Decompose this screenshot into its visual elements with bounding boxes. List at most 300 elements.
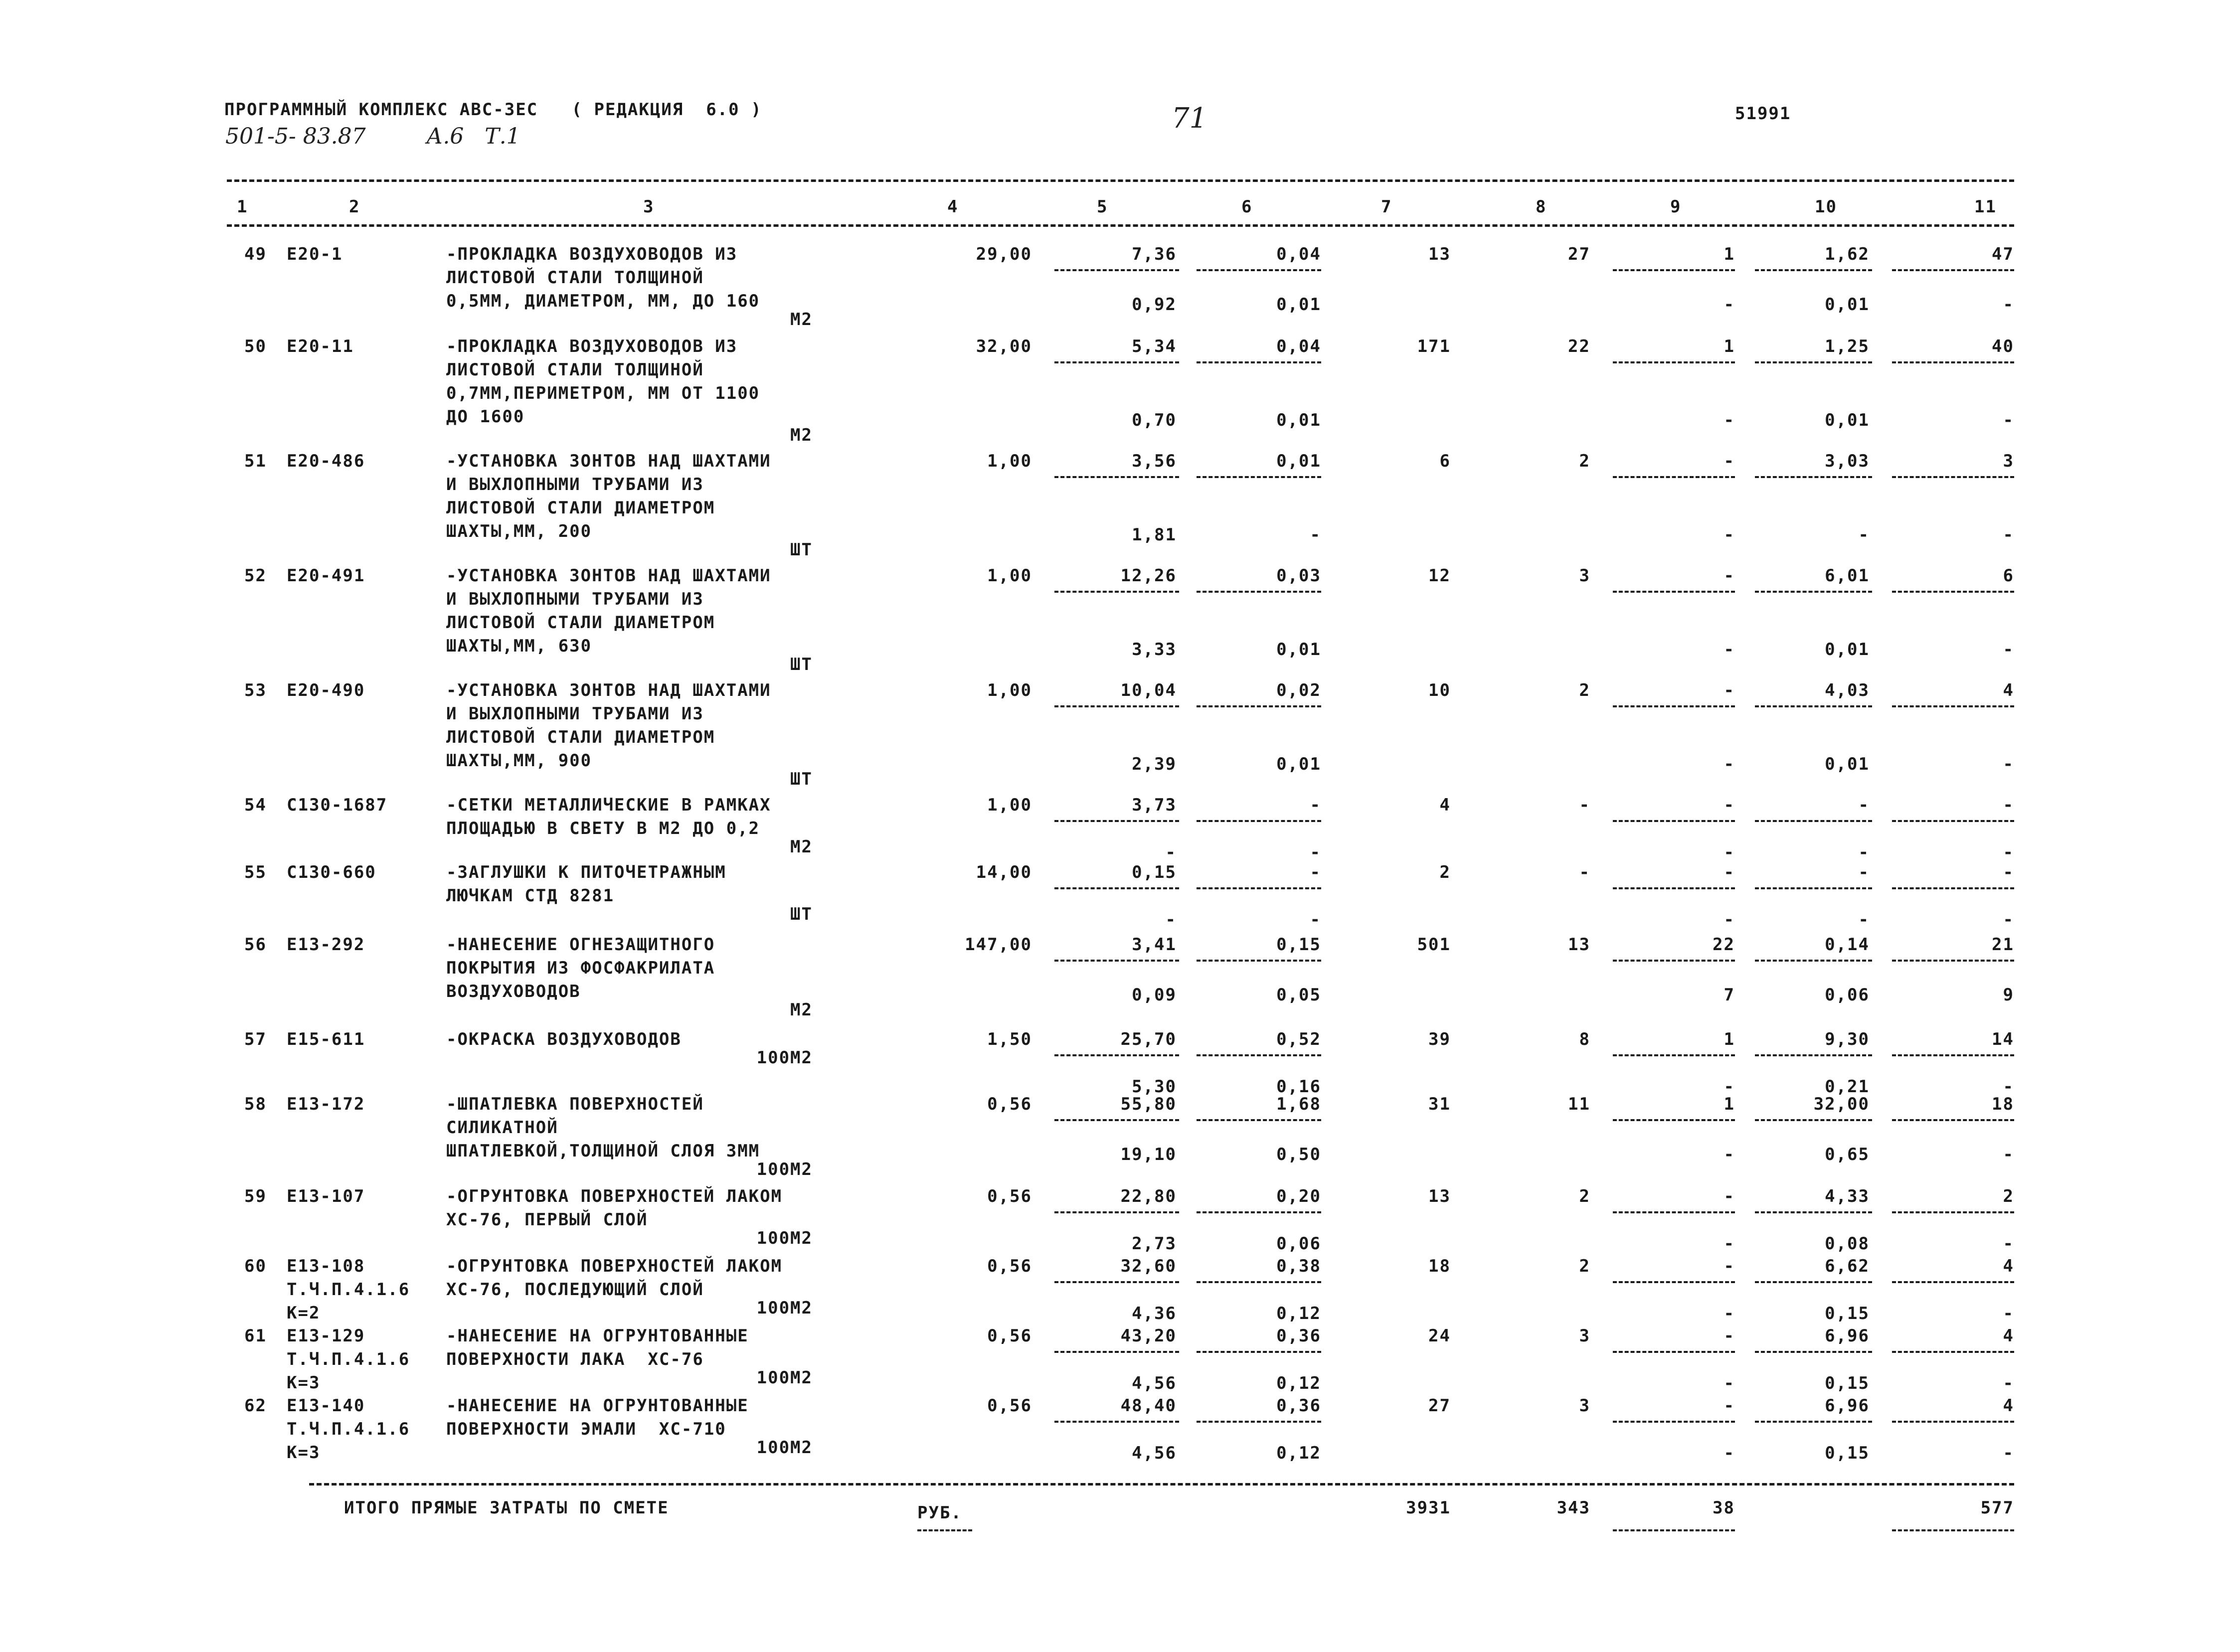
row-unit-cost-wages: 1,81 bbox=[1132, 525, 1177, 545]
row-col10-divider bbox=[1755, 887, 1872, 889]
column-header-4: 4 bbox=[947, 197, 959, 217]
row-total-cost: 13 bbox=[1428, 1186, 1451, 1206]
total-col7: 3931 bbox=[1406, 1498, 1451, 1518]
row-unit-cost-divider bbox=[1054, 1351, 1179, 1353]
row-col9-sub-value: 7 bbox=[1723, 985, 1735, 1005]
row-unit-cost-divider bbox=[1054, 820, 1179, 822]
row-col6-value: 0,04 bbox=[1276, 336, 1321, 356]
row-col8-value: 3 bbox=[1579, 1326, 1590, 1346]
row-description-line: -УСТАНОВКА ЗОНТОВ НАД ШАХТАМИ bbox=[446, 566, 771, 586]
row-total-cost: 27 bbox=[1428, 1396, 1451, 1416]
row-code-line: Т.Ч.П.4.1.6 bbox=[287, 1419, 410, 1439]
row-description-line: И ВЫХЛОПНЫМИ ТРУБАМИ ИЗ bbox=[446, 589, 704, 609]
row-code-line: Е13-129 bbox=[287, 1326, 365, 1346]
row-col10-divider bbox=[1755, 591, 1872, 593]
row-number: 55 bbox=[244, 862, 267, 882]
row-col9-value: - bbox=[1723, 862, 1735, 882]
row-col9-sub-value: - bbox=[1723, 1443, 1735, 1463]
total-col9: 38 bbox=[1713, 1498, 1735, 1518]
row-quantity: 0,56 bbox=[987, 1396, 1032, 1416]
row-col11-divider bbox=[1892, 1351, 2014, 1353]
row-col6-value: 0,01 bbox=[1276, 451, 1321, 471]
row-col6-divider bbox=[1197, 960, 1321, 962]
row-col11-sub-value: - bbox=[2003, 1304, 2014, 1323]
row-col10-divider bbox=[1755, 1421, 1872, 1423]
row-unit-cost-wages: 19,10 bbox=[1120, 1145, 1177, 1164]
row-col9-sub-value: - bbox=[1723, 640, 1735, 660]
row-col6-sub-value: - bbox=[1310, 910, 1321, 930]
row-col10-value: 6,01 bbox=[1825, 566, 1870, 586]
row-col11-sub-value: - bbox=[2003, 1077, 2014, 1097]
row-description-line: И ВЫХЛОПНЫМИ ТРУБАМИ ИЗ bbox=[446, 704, 704, 724]
row-col10-sub-value: 0,01 bbox=[1825, 295, 1870, 315]
row-col6-value: 0,03 bbox=[1276, 566, 1321, 586]
row-total-cost: 501 bbox=[1417, 935, 1451, 955]
row-col9-sub-value: - bbox=[1723, 842, 1735, 862]
row-unit-cost-wages: 3,33 bbox=[1132, 640, 1177, 660]
row-description-line: ЛИСТОВОЙ СТАЛИ ДИАМЕТРОМ bbox=[446, 727, 715, 747]
row-col9-divider bbox=[1613, 269, 1735, 271]
row-col10-sub-value: - bbox=[1858, 842, 1870, 862]
row-col6-value: 0,52 bbox=[1276, 1029, 1321, 1049]
row-col6-sub-value: 0,12 bbox=[1276, 1304, 1321, 1323]
row-code-line: Т.Ч.П.4.1.6 bbox=[287, 1349, 410, 1369]
column-header-2: 2 bbox=[349, 197, 360, 217]
row-description-line: ВОЗДУХОВОДОВ bbox=[446, 982, 581, 1001]
row-unit-cost-wages: 0,09 bbox=[1132, 985, 1177, 1005]
row-unit-cost: 3,56 bbox=[1132, 451, 1177, 471]
row-quantity: 147,00 bbox=[965, 935, 1032, 955]
row-col11-divider bbox=[1892, 960, 2014, 962]
row-col10-sub-value: 0,65 bbox=[1825, 1145, 1870, 1164]
row-unit: М2 bbox=[790, 310, 813, 330]
row-code-line: Е13-108 bbox=[287, 1256, 365, 1276]
column-header-3: 3 bbox=[643, 197, 655, 217]
row-col6-value: 0,36 bbox=[1276, 1396, 1321, 1416]
row-code-line: Е20-11 bbox=[287, 336, 354, 356]
row-col10-value: 6,62 bbox=[1825, 1256, 1870, 1276]
row-unit-cost: 43,20 bbox=[1120, 1326, 1177, 1346]
row-col11-value: 40 bbox=[1992, 336, 2014, 356]
row-number: 59 bbox=[244, 1186, 267, 1206]
row-unit-cost: 32,60 bbox=[1120, 1256, 1177, 1276]
row-number: 57 bbox=[244, 1029, 267, 1049]
row-col11-sub-value: - bbox=[2003, 842, 2014, 862]
row-number: 52 bbox=[244, 566, 267, 586]
row-description-line: ПОКРЫТИЯ ИЗ ФОСФАКРИЛАТА bbox=[446, 958, 715, 978]
row-unit-cost-wages: 2,39 bbox=[1132, 754, 1177, 774]
row-col11-divider bbox=[1892, 1421, 2014, 1423]
row-col9-value: 1 bbox=[1723, 244, 1735, 264]
total-col8: 343 bbox=[1556, 1498, 1590, 1518]
row-col11-sub-value: - bbox=[2003, 295, 2014, 315]
row-unit: 100М2 bbox=[756, 1438, 813, 1458]
row-col11-value: 14 bbox=[1992, 1029, 2014, 1049]
row-col8-value: 2 bbox=[1579, 1186, 1590, 1206]
row-description-line: ПОВЕРХНОСТИ ЭМАЛИ ХС-710 bbox=[446, 1419, 726, 1439]
row-col9-value: - bbox=[1723, 680, 1735, 700]
row-col6-value: 0,15 bbox=[1276, 935, 1321, 955]
row-col9-value: 1 bbox=[1723, 1094, 1735, 1114]
row-unit: 100М2 bbox=[756, 1368, 813, 1388]
row-col6-sub-value: - bbox=[1310, 525, 1321, 545]
row-col6-divider bbox=[1197, 887, 1321, 889]
row-number: 62 bbox=[244, 1396, 267, 1416]
row-col11-sub-value: - bbox=[2003, 1145, 2014, 1164]
row-unit: ШТ bbox=[790, 540, 813, 560]
row-col10-sub-value: 0,01 bbox=[1825, 640, 1870, 660]
row-unit: 100М2 bbox=[756, 1048, 813, 1068]
row-quantity: 1,00 bbox=[987, 795, 1032, 815]
row-quantity: 29,00 bbox=[976, 244, 1032, 264]
row-col9-value: - bbox=[1723, 795, 1735, 815]
row-unit-cost-wages: 0,70 bbox=[1132, 410, 1177, 430]
row-col11-sub-value: 9 bbox=[2003, 985, 2014, 1005]
row-col6-value: 0,38 bbox=[1276, 1256, 1321, 1276]
row-col9-sub-value: - bbox=[1723, 1145, 1735, 1164]
row-col10-divider bbox=[1755, 1281, 1872, 1283]
row-col8-value: 8 bbox=[1579, 1029, 1590, 1049]
row-col11-divider bbox=[1892, 887, 2014, 889]
row-col11-sub-value: - bbox=[2003, 1234, 2014, 1254]
header-bottom-rule bbox=[227, 224, 2014, 227]
column-header-5: 5 bbox=[1097, 197, 1108, 217]
row-number: 53 bbox=[244, 680, 267, 700]
row-quantity: 1,50 bbox=[987, 1029, 1032, 1049]
row-col6-divider bbox=[1197, 1421, 1321, 1423]
row-col10-divider bbox=[1755, 960, 1872, 962]
row-quantity: 1,00 bbox=[987, 451, 1032, 471]
row-col10-sub-value: 0,21 bbox=[1825, 1077, 1870, 1097]
row-col10-sub-value: - bbox=[1858, 525, 1870, 545]
row-col9-divider bbox=[1613, 591, 1735, 593]
row-col9-value: 1 bbox=[1723, 1029, 1735, 1049]
row-unit-cost: 22,80 bbox=[1120, 1186, 1177, 1206]
row-col11-value: 4 bbox=[2003, 1396, 2014, 1416]
row-total-cost: 31 bbox=[1428, 1094, 1451, 1114]
row-col10-value: 6,96 bbox=[1825, 1326, 1870, 1346]
row-col10-divider bbox=[1755, 361, 1872, 363]
row-code-line: К=2 bbox=[287, 1303, 321, 1323]
row-unit-cost: 3,41 bbox=[1132, 935, 1177, 955]
row-col6-sub-value: 0,12 bbox=[1276, 1443, 1321, 1463]
row-col6-sub-value: 0,50 bbox=[1276, 1145, 1321, 1164]
row-col11-divider bbox=[1892, 1054, 2014, 1056]
column-header-1: 1 bbox=[237, 197, 248, 217]
row-code-line: Е20-1 bbox=[287, 244, 343, 264]
row-col10-value: 4,03 bbox=[1825, 680, 1870, 700]
row-col11-divider bbox=[1892, 1211, 2014, 1213]
row-col10-divider bbox=[1755, 820, 1872, 822]
row-col11-sub-value: - bbox=[2003, 410, 2014, 430]
row-col10-value: 1,25 bbox=[1825, 336, 1870, 356]
row-col6-divider bbox=[1197, 476, 1321, 478]
row-col6-divider bbox=[1197, 1211, 1321, 1213]
row-col9-value: - bbox=[1723, 1186, 1735, 1206]
row-description-line: -ПРОКЛАДКА ВОЗДУХОВОДОВ ИЗ bbox=[446, 244, 738, 264]
row-col10-sub-value: 0,15 bbox=[1825, 1373, 1870, 1393]
row-col10-sub-value: 0,15 bbox=[1825, 1304, 1870, 1323]
row-unit: 100М2 bbox=[756, 1298, 813, 1318]
row-col6-divider bbox=[1197, 705, 1321, 707]
row-quantity: 0,56 bbox=[987, 1256, 1032, 1276]
row-col8-value: 2 bbox=[1579, 1256, 1590, 1276]
row-unit-cost: 3,73 bbox=[1132, 795, 1177, 815]
row-code-line: Т.Ч.П.4.1.6 bbox=[287, 1280, 410, 1300]
row-unit-cost: 5,34 bbox=[1132, 336, 1177, 356]
row-unit-cost-wages: 0,92 bbox=[1132, 295, 1177, 315]
total-unit: РУБ. bbox=[917, 1503, 962, 1523]
column-header-8: 8 bbox=[1536, 197, 1547, 217]
row-total-cost: 24 bbox=[1428, 1326, 1451, 1346]
row-col9-value: - bbox=[1723, 1256, 1735, 1276]
row-col10-value: 6,96 bbox=[1825, 1396, 1870, 1416]
row-code-line: Е15-611 bbox=[287, 1029, 365, 1049]
row-col10-sub-value: 0,15 bbox=[1825, 1443, 1870, 1463]
row-unit-cost-divider bbox=[1054, 269, 1179, 271]
row-unit-cost-wages: 5,30 bbox=[1132, 1077, 1177, 1097]
row-col10-divider bbox=[1755, 476, 1872, 478]
row-number: 54 bbox=[244, 795, 267, 815]
handwritten-reference: 501-5- 83.87 bbox=[225, 124, 366, 149]
row-col6-divider bbox=[1197, 1281, 1321, 1283]
row-col11-value: 21 bbox=[1992, 935, 2014, 955]
row-col9-divider bbox=[1613, 1211, 1735, 1213]
row-col6-sub-value: - bbox=[1310, 842, 1321, 862]
row-col6-divider bbox=[1197, 591, 1321, 593]
row-description-line: ХС-76, ПЕРВЫЙ СЛОЙ bbox=[446, 1210, 648, 1230]
row-col8-value: 13 bbox=[1568, 935, 1590, 955]
row-total-cost: 12 bbox=[1428, 566, 1451, 586]
row-code-line: Е13-292 bbox=[287, 935, 365, 955]
row-col10-value: 1,62 bbox=[1825, 244, 1870, 264]
row-col6-value: 0,02 bbox=[1276, 680, 1321, 700]
row-unit-cost: 55,80 bbox=[1120, 1094, 1177, 1114]
handwritten-album: А.6 Т.1 bbox=[426, 124, 520, 149]
row-unit-cost-wages: 4,56 bbox=[1132, 1443, 1177, 1463]
row-col8-value: 22 bbox=[1568, 336, 1590, 356]
row-description-line: -ОКРАСКА ВОЗДУХОВОДОВ bbox=[446, 1029, 682, 1049]
row-col6-value: 0,04 bbox=[1276, 244, 1321, 264]
row-code-line: Е20-491 bbox=[287, 566, 365, 586]
row-col8-value: 2 bbox=[1579, 680, 1590, 700]
row-col10-sub-value: 0,06 bbox=[1825, 985, 1870, 1005]
row-total-cost: 10 bbox=[1428, 680, 1451, 700]
row-col6-sub-value: 0,01 bbox=[1276, 640, 1321, 660]
row-col9-value: 22 bbox=[1713, 935, 1735, 955]
row-total-cost: 171 bbox=[1417, 336, 1451, 356]
row-col9-divider bbox=[1613, 820, 1735, 822]
row-unit: М2 bbox=[790, 425, 813, 445]
row-col10-value: - bbox=[1858, 795, 1870, 815]
row-unit: ШТ bbox=[790, 769, 813, 789]
document-code: 51991 bbox=[1735, 104, 1791, 124]
row-col11-value: 4 bbox=[2003, 1326, 2014, 1346]
row-col9-value: - bbox=[1723, 451, 1735, 471]
row-col10-value: 3,03 bbox=[1825, 451, 1870, 471]
row-description-line: -НАНЕСЕНИЕ НА ОГРУНТОВАННЫЕ bbox=[446, 1396, 749, 1416]
row-col9-divider bbox=[1613, 476, 1735, 478]
row-unit-cost-divider bbox=[1054, 361, 1179, 363]
row-col9-sub-value: - bbox=[1723, 525, 1735, 545]
row-col8-value: 27 bbox=[1568, 244, 1590, 264]
row-col9-sub-value: - bbox=[1723, 410, 1735, 430]
row-unit-cost-divider bbox=[1054, 591, 1179, 593]
row-code-line: Е13-107 bbox=[287, 1186, 365, 1206]
row-col11-value: 18 bbox=[1992, 1094, 2014, 1114]
row-unit-cost: 7,36 bbox=[1132, 244, 1177, 264]
row-col9-divider bbox=[1613, 361, 1735, 363]
row-col9-sub-value: - bbox=[1723, 1234, 1735, 1254]
row-description-line: ШПАТЛЕВКОЙ,ТОЛЩИНОЙ СЛОЯ 3ММ bbox=[446, 1141, 760, 1161]
row-description-line: -ШПАТЛЕВКА ПОВЕРХНОСТЕЙ bbox=[446, 1094, 704, 1114]
row-col6-divider bbox=[1197, 820, 1321, 822]
row-description-line: -НАНЕСЕНИЕ НА ОГРУНТОВАННЫЕ bbox=[446, 1326, 749, 1346]
row-number: 61 bbox=[244, 1326, 267, 1346]
row-col11-divider bbox=[1892, 820, 2014, 822]
row-col6-value: - bbox=[1310, 862, 1321, 882]
row-description-line: СИЛИКАТНОЙ bbox=[446, 1118, 558, 1138]
row-number: 49 bbox=[244, 244, 267, 264]
row-description-line: ДО 1600 bbox=[446, 407, 525, 427]
row-col6-sub-value: 0,05 bbox=[1276, 985, 1321, 1005]
row-description-line: И ВЫХЛОПНЫМИ ТРУБАМИ ИЗ bbox=[446, 475, 704, 495]
row-total-cost: 18 bbox=[1428, 1256, 1451, 1276]
row-code-line: Е13-172 bbox=[287, 1094, 365, 1114]
row-col10-value: 9,30 bbox=[1825, 1029, 1870, 1049]
row-col11-value: - bbox=[2003, 862, 2014, 882]
row-col11-sub-value: - bbox=[2003, 640, 2014, 660]
row-total-cost: 13 bbox=[1428, 244, 1451, 264]
row-quantity: 1,00 bbox=[987, 566, 1032, 586]
row-unit-cost-divider bbox=[1054, 705, 1179, 707]
row-description-line: ЛИСТОВОЙ СТАЛИ ДИАМЕТРОМ bbox=[446, 498, 715, 518]
column-header-9: 9 bbox=[1670, 197, 1682, 217]
row-total-cost: 39 bbox=[1428, 1029, 1451, 1049]
table-top-rule bbox=[227, 179, 2014, 182]
row-col11-divider bbox=[1892, 1281, 2014, 1283]
row-description-line: -УСТАНОВКА ЗОНТОВ НАД ШАХТАМИ bbox=[446, 451, 771, 471]
row-unit-cost-wages: 4,36 bbox=[1132, 1304, 1177, 1323]
total-label: ИТОГО ПРЯМЫЕ ЗАТРАТЫ ПО СМЕТЕ bbox=[344, 1498, 669, 1518]
row-unit: М2 bbox=[790, 1000, 813, 1020]
row-unit-cost-wages: - bbox=[1165, 910, 1177, 930]
table-bottom-rule bbox=[309, 1483, 2014, 1486]
row-description-line: ЛИСТОВОЙ СТАЛИ ТОЛЩИНОЙ bbox=[446, 360, 704, 380]
row-col8-value: 11 bbox=[1568, 1094, 1590, 1114]
row-col9-sub-value: - bbox=[1723, 295, 1735, 315]
row-total-cost: 6 bbox=[1439, 451, 1451, 471]
row-unit-cost: 0,15 bbox=[1132, 862, 1177, 882]
row-col6-divider bbox=[1197, 269, 1321, 271]
row-col10-divider bbox=[1755, 269, 1872, 271]
row-col9-divider bbox=[1613, 1421, 1735, 1423]
row-unit-cost-divider bbox=[1054, 1211, 1179, 1213]
row-col6-sub-value: 0,01 bbox=[1276, 410, 1321, 430]
total-col11-underline bbox=[1892, 1529, 2014, 1531]
row-col6-divider bbox=[1197, 1119, 1321, 1121]
row-col9-divider bbox=[1613, 960, 1735, 962]
row-total-cost: 4 bbox=[1439, 795, 1451, 815]
row-total-cost: 2 bbox=[1439, 862, 1451, 882]
row-description-line: 0,5ММ, ДИАМЕТРОМ, ММ, ДО 160 bbox=[446, 291, 760, 311]
row-col6-divider bbox=[1197, 1351, 1321, 1353]
row-col10-divider bbox=[1755, 1054, 1872, 1056]
row-number: 50 bbox=[244, 336, 267, 356]
row-col10-sub-value: - bbox=[1858, 910, 1870, 930]
row-col11-value: 3 bbox=[2003, 451, 2014, 471]
row-quantity: 0,56 bbox=[987, 1186, 1032, 1206]
row-col10-value: 4,33 bbox=[1825, 1186, 1870, 1206]
row-col6-value: 0,20 bbox=[1276, 1186, 1321, 1206]
row-col9-divider bbox=[1613, 1281, 1735, 1283]
row-col10-sub-value: 0,08 bbox=[1825, 1234, 1870, 1254]
row-description-line: ЛИСТОВОЙ СТАЛИ ТОЛЩИНОЙ bbox=[446, 268, 704, 288]
row-unit: ШТ bbox=[790, 904, 813, 924]
row-number: 58 bbox=[244, 1094, 267, 1114]
row-code-line: К=3 bbox=[287, 1443, 321, 1463]
row-col10-value: 0,14 bbox=[1825, 935, 1870, 955]
row-col9-sub-value: - bbox=[1723, 1304, 1735, 1323]
row-col9-value: 1 bbox=[1723, 336, 1735, 356]
row-col11-sub-value: - bbox=[2003, 1373, 2014, 1393]
total-col11: 577 bbox=[1980, 1498, 2014, 1518]
column-header-10: 10 bbox=[1815, 197, 1837, 217]
row-col9-value: - bbox=[1723, 1326, 1735, 1346]
row-number: 60 bbox=[244, 1256, 267, 1276]
row-col8-value: 3 bbox=[1579, 566, 1590, 586]
row-code-line: Е13-140 bbox=[287, 1396, 365, 1416]
row-col6-divider bbox=[1197, 361, 1321, 363]
row-col9-divider bbox=[1613, 1054, 1735, 1056]
row-col9-divider bbox=[1613, 1119, 1735, 1121]
row-unit-cost-divider bbox=[1054, 960, 1179, 962]
row-col10-value: - bbox=[1858, 862, 1870, 882]
row-col9-value: - bbox=[1723, 566, 1735, 586]
row-col6-sub-value: 0,01 bbox=[1276, 295, 1321, 315]
row-col8-value: 2 bbox=[1579, 451, 1590, 471]
column-header-6: 6 bbox=[1241, 197, 1253, 217]
row-col11-divider bbox=[1892, 269, 2014, 271]
row-number: 56 bbox=[244, 935, 267, 955]
row-quantity: 32,00 bbox=[976, 336, 1032, 356]
row-description-line: -ОГРУНТОВКА ПОВЕРХНОСТЕЙ ЛАКОМ bbox=[446, 1256, 783, 1276]
row-unit-cost-divider bbox=[1054, 1281, 1179, 1283]
row-unit-cost-wages: 4,56 bbox=[1132, 1373, 1177, 1393]
row-description-line: ПОВЕРХНОСТИ ЛАКА ХС-76 bbox=[446, 1349, 704, 1369]
row-col10-divider bbox=[1755, 1119, 1872, 1121]
row-description-line: -НАНЕСЕНИЕ ОГНЕЗАЩИТНОГО bbox=[446, 935, 715, 955]
row-col11-sub-value: - bbox=[2003, 525, 2014, 545]
row-unit-cost-divider bbox=[1054, 1054, 1179, 1056]
row-code-line: С130-1687 bbox=[287, 795, 388, 815]
row-col8-value: 3 bbox=[1579, 1396, 1590, 1416]
row-col6-divider bbox=[1197, 1054, 1321, 1056]
row-description-line: ПЛОЩАДЬЮ В СВЕТУ В М2 ДО 0,2 bbox=[446, 819, 760, 838]
row-col8-value: - bbox=[1579, 795, 1590, 815]
column-header-11: 11 bbox=[1974, 197, 1997, 217]
row-col6-sub-value: 0,06 bbox=[1276, 1234, 1321, 1254]
total-col9-underline bbox=[1613, 1529, 1735, 1531]
row-description-line: -ЗАГЛУШКИ К ПИТОЧЕТРАЖНЫМ bbox=[446, 862, 726, 882]
row-number: 51 bbox=[244, 451, 267, 471]
row-col11-divider bbox=[1892, 476, 2014, 478]
row-description-line: ХС-76, ПОСЛЕДУЮЩИЙ СЛОЙ bbox=[446, 1280, 704, 1300]
row-description-line: ЛЮЧКАМ СТД 8281 bbox=[446, 886, 615, 906]
row-col11-sub-value: - bbox=[2003, 910, 2014, 930]
row-col6-value: 1,68 bbox=[1276, 1094, 1321, 1114]
row-unit-cost-divider bbox=[1054, 1119, 1179, 1121]
